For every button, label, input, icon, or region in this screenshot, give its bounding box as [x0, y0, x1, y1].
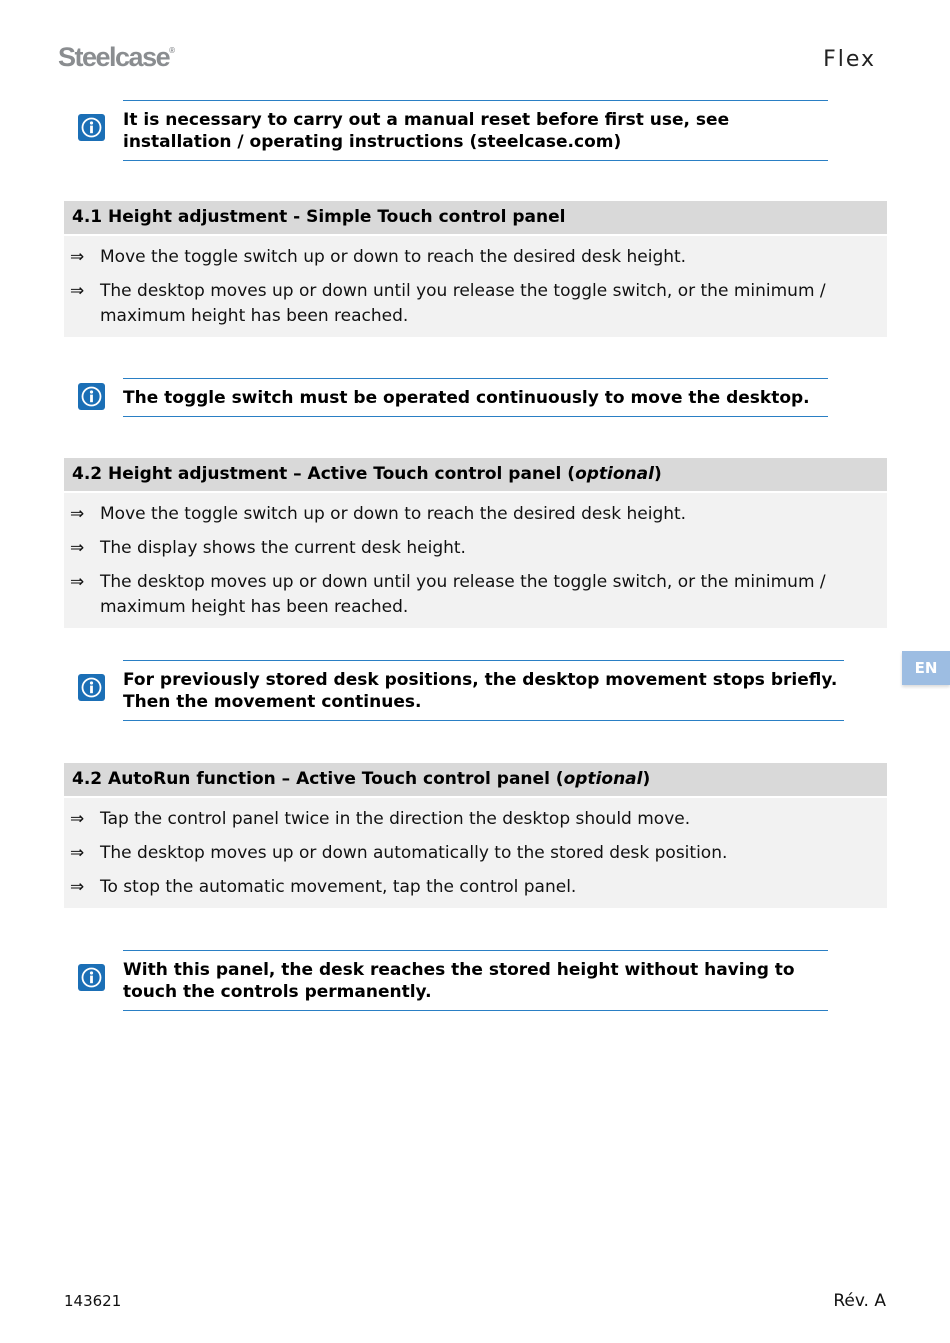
info-icon: [78, 383, 105, 410]
arrow-icon: ⇒: [70, 504, 85, 524]
section-title: 4.2 AutoRun function – Active Touch control panel (optional): [64, 763, 887, 798]
arrow-icon: ⇒: [70, 538, 85, 558]
info-note-text: With this panel, the desk reaches the stored height without having to touch the controls permanently.: [123, 950, 828, 1011]
info-icon: [78, 114, 105, 141]
arrow-icon: ⇒: [70, 843, 85, 863]
steelcase-logo: [58, 42, 175, 73]
list-item: ⇒ To stop the automatic movement, tap the control panel.: [64, 875, 887, 900]
product-name: Flex: [823, 47, 876, 72]
list-item: ⇒ Move the toggle switch up or down to reach the desired desk height.: [64, 502, 887, 527]
arrow-icon: ⇒: [70, 572, 85, 592]
section-title: 4.1 Height adjustment - Simple Touch control panel: [64, 201, 887, 236]
document-number: 143621: [64, 1292, 122, 1310]
logo-text: Steelcase: [58, 42, 170, 72]
list-item: ⇒ The display shows the current desk height.: [64, 536, 887, 561]
arrow-icon: ⇒: [70, 281, 85, 301]
section-autorun-function: [64, 763, 887, 908]
info-note-text: It is necessary to carry out a manual reset before first use, see installation / operating instructions (steelcase.com): [123, 100, 828, 161]
language-tab[interactable]: EN: [902, 651, 950, 685]
info-note-text: For previously stored desk positions, the desktop movement stops briefly. Then the movement continues.: [123, 660, 844, 721]
arrow-icon: ⇒: [70, 809, 85, 829]
info-icon: [78, 964, 105, 991]
instruction-list: [64, 493, 887, 628]
section-title: 4.2 Height adjustment – Active Touch control panel (optional): [64, 458, 887, 493]
list-item: ⇒ The desktop moves up or down until you release the toggle switch, or the minimum / maximum height has been reached.: [70, 281, 826, 326]
list-item: ⇒ Tap the control panel twice in the direction the desktop should move.: [64, 807, 887, 832]
instruction-list: [64, 236, 887, 337]
logo-registered-mark: ®: [169, 46, 176, 55]
info-icon: [78, 674, 105, 701]
list-item: ⇒ The desktop moves up or down automatically to the stored desk position.: [64, 841, 887, 866]
instruction-list: [64, 798, 887, 908]
list-item: ⇒ The desktop moves up or down until you release the toggle switch, or the minimum / maximum height has been reached.: [70, 572, 826, 617]
section-height-adjustment-active: [64, 458, 887, 628]
list-item: ⇒ Move the toggle switch up or down to reach the desired desk height.: [64, 245, 887, 270]
revision-label: Rév. A: [833, 1291, 886, 1311]
section-height-adjustment-simple: [64, 201, 887, 337]
arrow-icon: ⇒: [70, 247, 85, 267]
arrow-icon: ⇒: [70, 877, 85, 897]
info-note-text: The toggle switch must be operated continuously to move the desktop.: [123, 378, 828, 417]
